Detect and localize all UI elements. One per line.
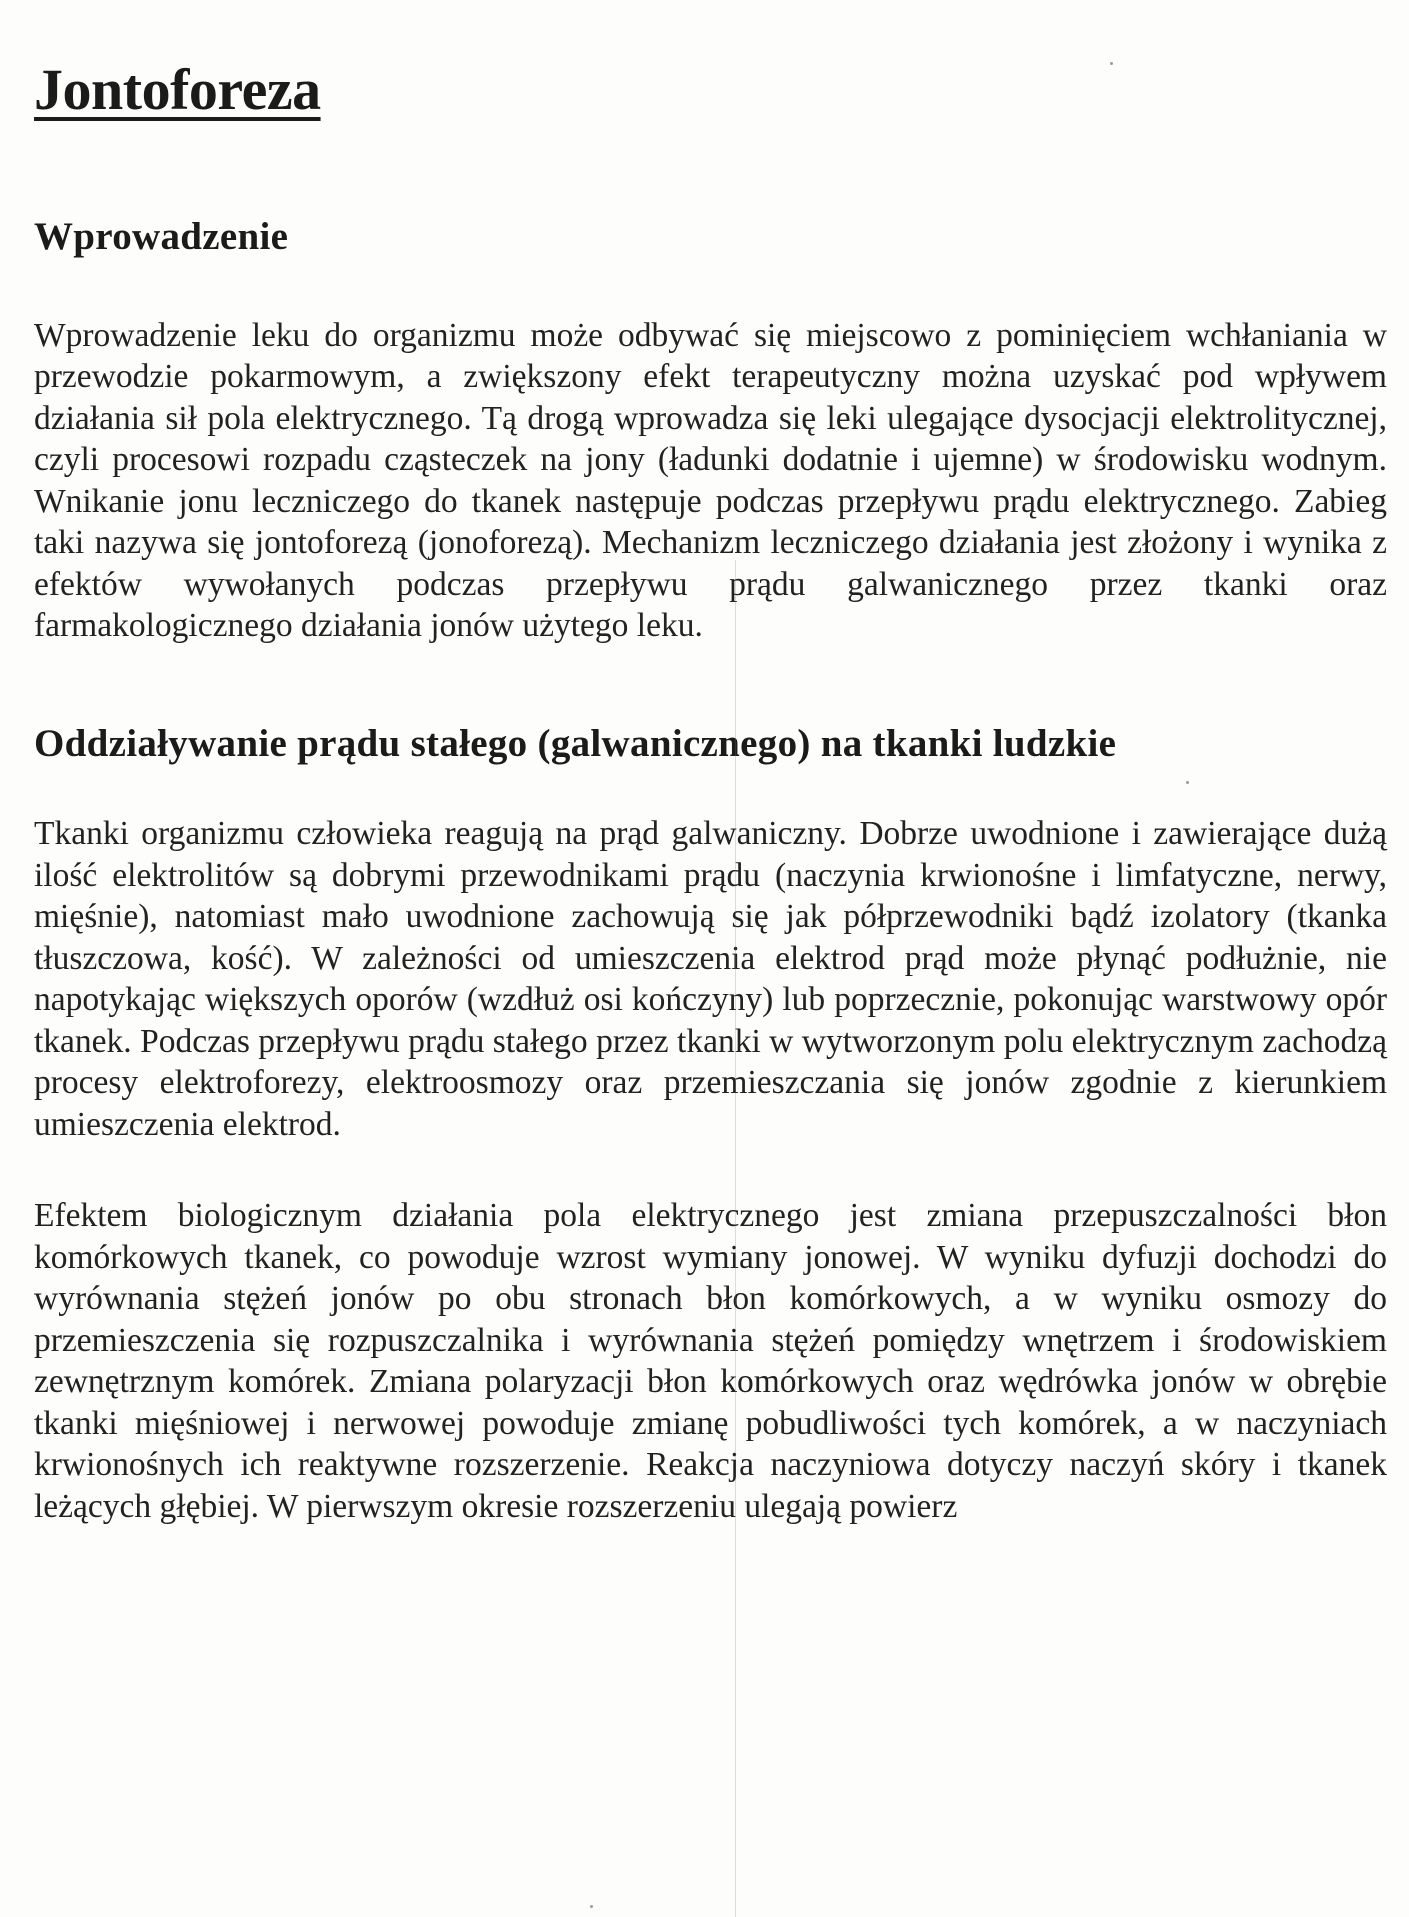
scan-speck: [590, 1905, 593, 1908]
paragraph-biological-effect: Efektem biologicznym działania pola elektrycznego jest zmiana przepuszczalności błon komórkowych tkanek, co powoduje wzrost wymiany jonowej. W wyniku dyfuzji dochodzi do wyrównania stężeń jonów po obu stronach błon komórkowych, a w wyniku osmozy do przemieszczenia się rozpuszczalnika i wyrównania stężeń pomiędzy wnętrzem i środowiskiem zewnętrznym komórek. Zmiana polaryzacji błon komórkowych oraz wędrówka jonów w obrębie tkanki mięśniowej i nerwowej powoduje zmianę pobudliwości tych komórek, a w naczyniach krwionośnych ich reaktywne rozszerzenie. Reakcja naczyniowa dotyczy naczyń skóry i tkanek leżących głębiej. W pierwszym okresie rozszerzeniu ulegają powierz: [34, 1197, 1387, 1525]
section-heading-introduction: Wprowadzenie: [34, 214, 289, 258]
section-heading-galvanic-current: Oddziaływanie prądu stałego (galwanicznego) na tkanki ludzkie: [34, 721, 1117, 765]
document-title: Jontoforeza: [34, 57, 321, 122]
scan-speck: [1186, 781, 1189, 784]
scan-speck: [1110, 62, 1113, 65]
paragraph-introduction: Wprowadzenie leku do organizmu może odbywać się miejscowo z pominięciem wchłaniania w przewodzie pokarmowym, a zwiększony efekt terapeutyczny można uzyskać pod wpływem działania sił pola elektrycznego. Tą drogą wprowadza się leki ulegające dysocjacji elektrolitycznej, czyli procesowi rozpadu cząsteczek na jony (ładunki dodatnie i ujemne) w środowisku wodnym. Wnikanie jonu leczniczego do tkanek następuje podczas przepływu prądu elektrycznego. Zabieg taki nazywa się jontoforezą (jonoforezą). Mechanizm leczniczego działania jest złożony i wynika z efektów wywołanych podczas przepływu prądu galwanicznego przez tkanki oraz farmakologicznego działania jonów użytego leku.: [34, 316, 1387, 645]
paragraph-tissue-reaction: Tkanki organizmu człowieka reagują na prąd galwaniczny. Dobrze uwodnione i zawierające dużą ilość elektrolitów są dobrymi przewodnikami prądu (naczynia krwionośne i limfatyczne, nerwy, mięśnie), natomiast mało uwodnione zachowują się jak półprzewodniki bądź izolatory (tkanka tłuszczowa, kość). W zależności od umieszczenia elektrod prąd może płynąć podłużnie, nie napotykając większych oporów (wzdłuż osi kończyny) lub poprzecznie, pokonując warstwowy opór tkanek. Podczas przepływu prądu stałego przez tkanki w wytworzonym polu elektrycznym zachodzą procesy elektroforezy, elektroosmozy oraz przemieszczania się jonów zgodnie z kierunkiem umieszczenia elektrod.: [34, 815, 1387, 1143]
paper-fold-line: [735, 560, 736, 1917]
